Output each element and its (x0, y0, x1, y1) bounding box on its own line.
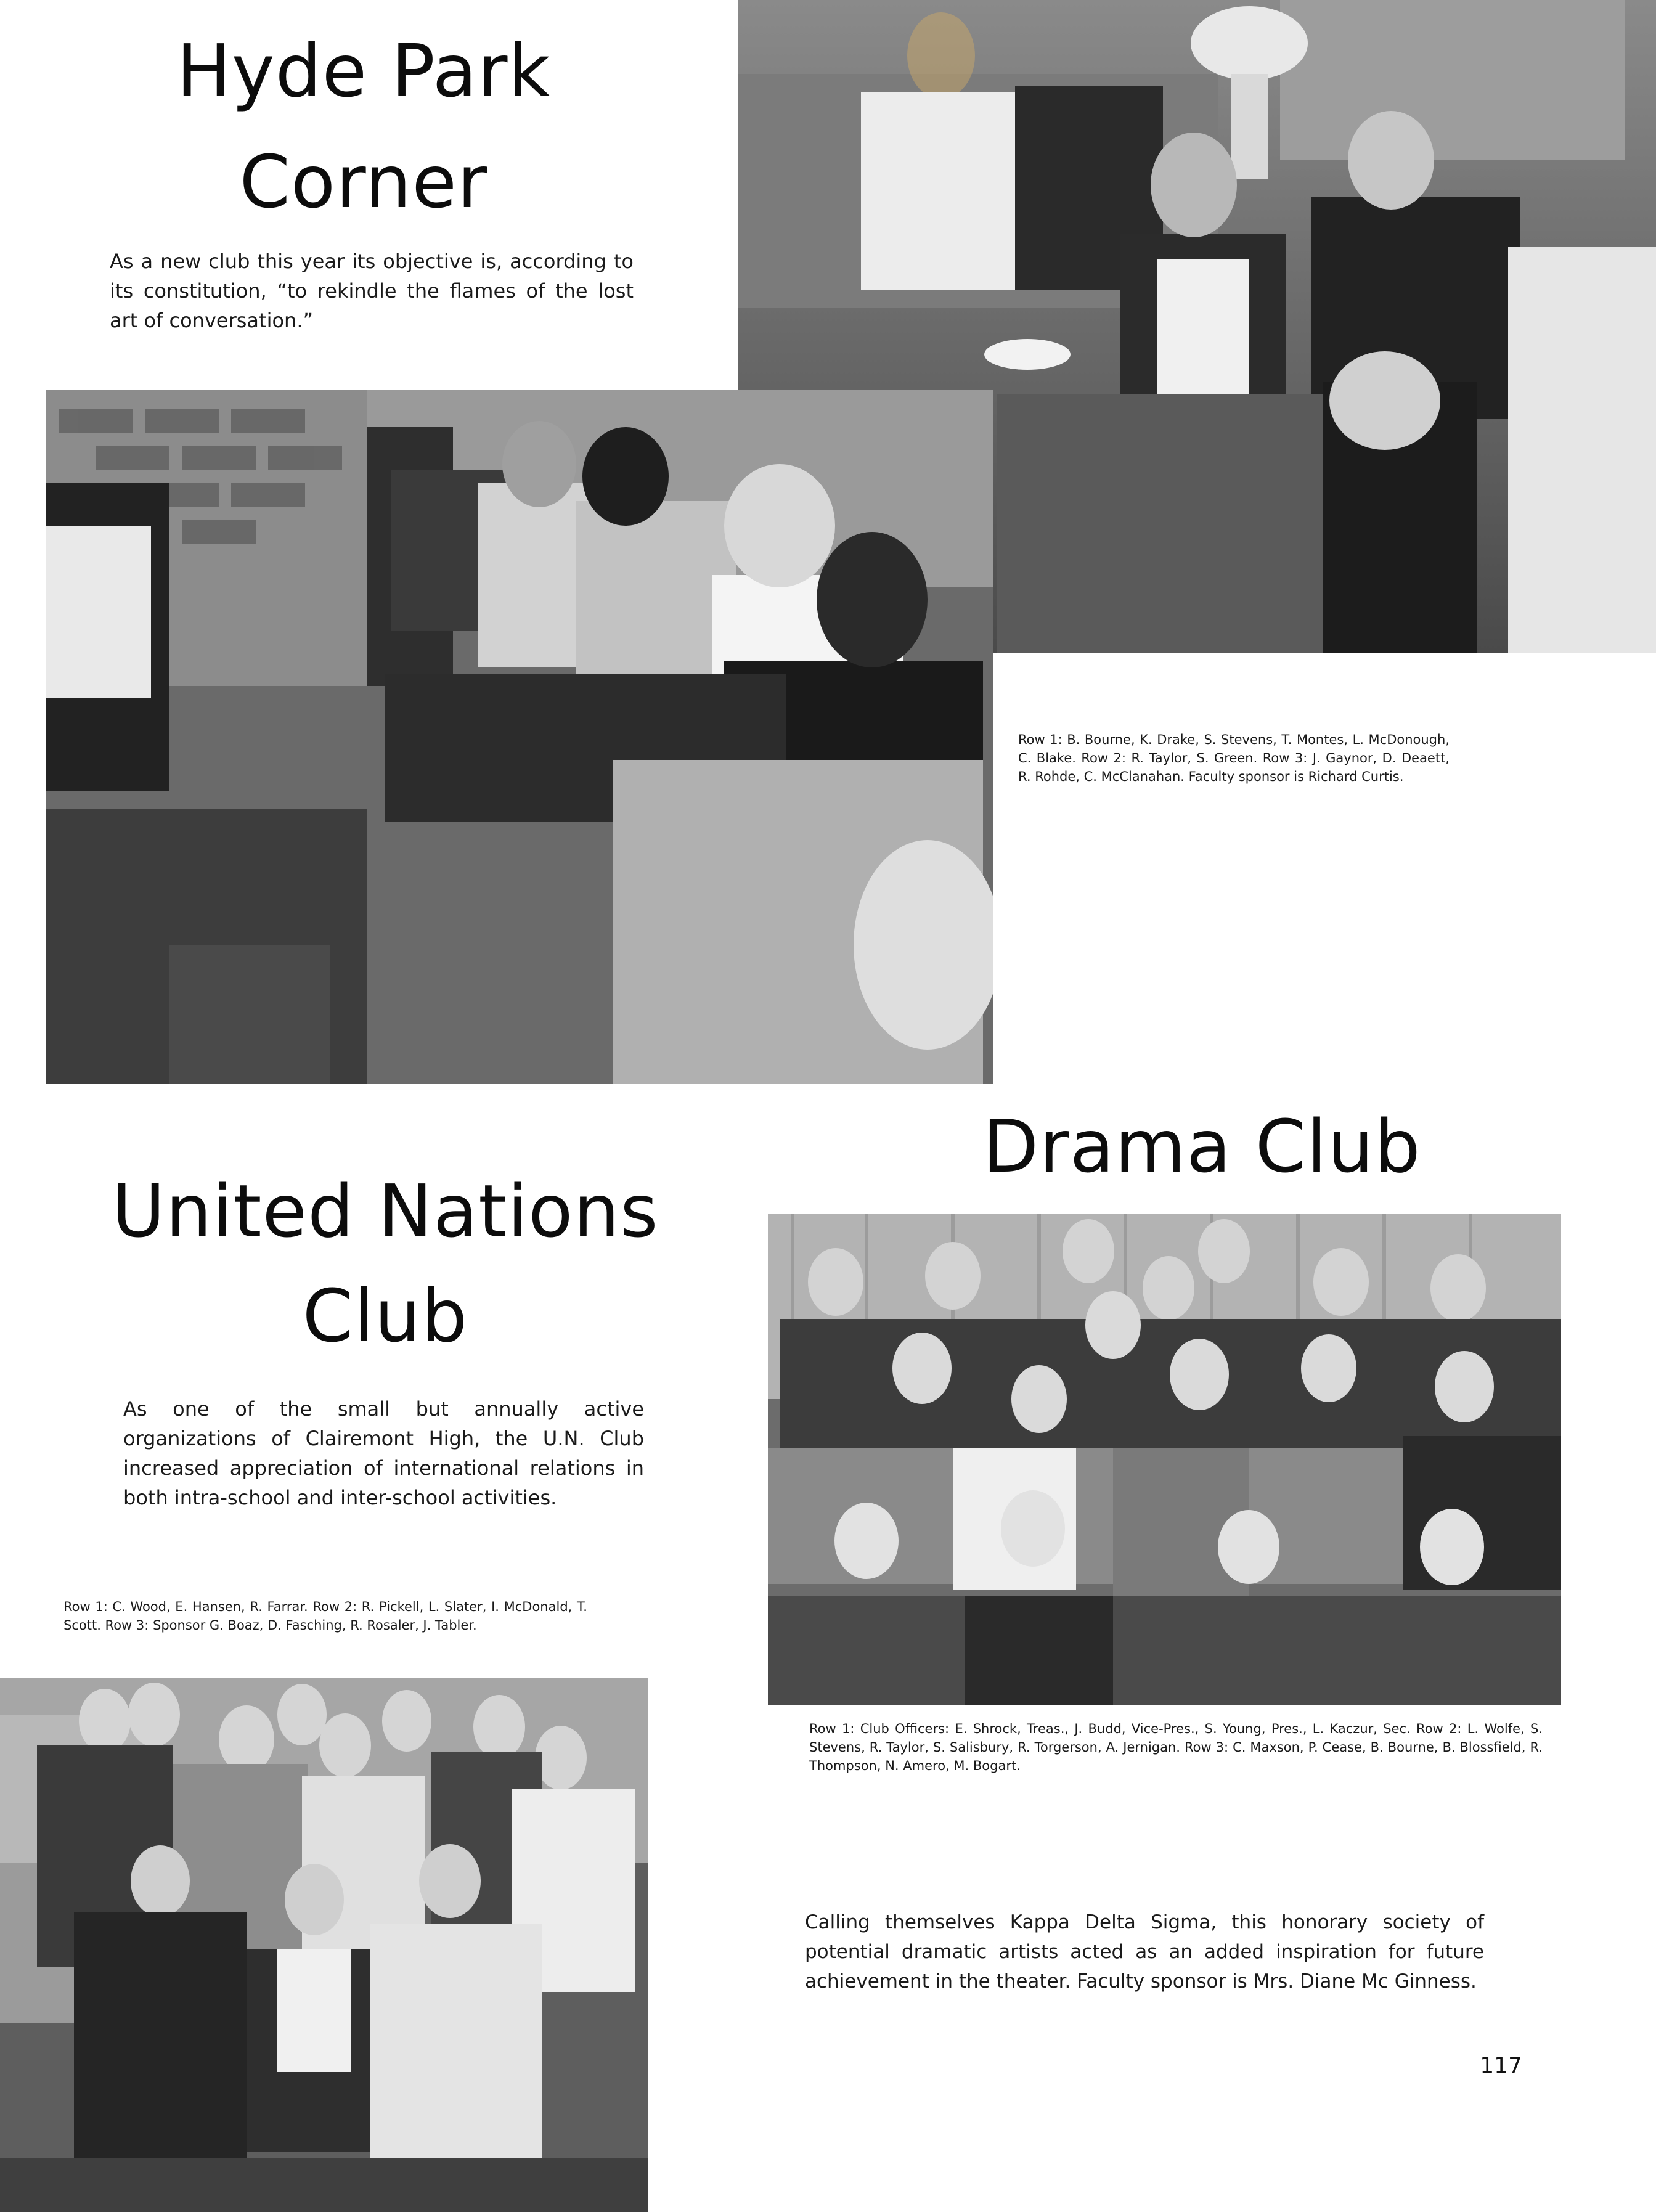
drama-club-description: Calling themselves Kappa Delta Sigma, this honorary society of potential dramatic artists acted as an added inspiration for future achievement in the theater. Faculty sponsor is Mrs. Diane Mc Ginness. (805, 1911, 1484, 1993)
un-club-title-line1: United Nations (112, 1169, 659, 1254)
page-number: 117 (1480, 2053, 1522, 2078)
drama-club-photo (768, 1214, 1561, 1705)
hyde-park-caption: Row 1: B. Bourne, K. Drake, S. Stevens, T. Montes, L. McDonough, C. Blake. Row 2: R. Taylor, S. Green. Row 3: J. Gaynor, D. Deaett, R. Rohde, C. McClanahan. Faculty sponsor is Richard Curtis. (1018, 732, 1450, 784)
hyde-park-title-line1: Hyde Park (176, 28, 551, 113)
hyde-park-description: As a new club this year its objective is, according to its constitution, “to rekindle the flames of the lost art of conversation.” (110, 250, 634, 332)
un-club-title-line2: Club (302, 1273, 468, 1358)
un-club-photo (0, 1678, 648, 2212)
drama-club-title: Drama Club (982, 1104, 1421, 1189)
hyde-park-title-line2: Corner (239, 139, 488, 224)
drama-club-caption: Row 1: Club Officers: E. Shrock, Treas., J. Budd, Vice-Pres., S. Young, Pres., L. Kaczur, Sec. Row 2: L. Wolfe, S. Stevens, R. Taylor, S. Salisbury, R. Torgerson, A. Jernigan. Row 3: C. Maxson, P. Cease, B. Bourne, B. Blossfield, R. Thompson, N. Amero, M. Bogart. (809, 1721, 1543, 1773)
un-club-description: As one of the small but annually active organizations of Clairemont High, the U.N. Club increased appreciation of international relations in both intra-school and inter-school activities. (123, 1397, 644, 1509)
hyde-park-photo-main (46, 390, 993, 1084)
un-club-caption: Row 1: C. Wood, E. Hansen, R. Farrar. Row 2: R. Pickell, L. Slater, I. McDonald, T. Scott. Row 3: Sponsor G. Boaz, D. Fasching, R. Rosaler, J. Tabler. (63, 1599, 587, 1633)
